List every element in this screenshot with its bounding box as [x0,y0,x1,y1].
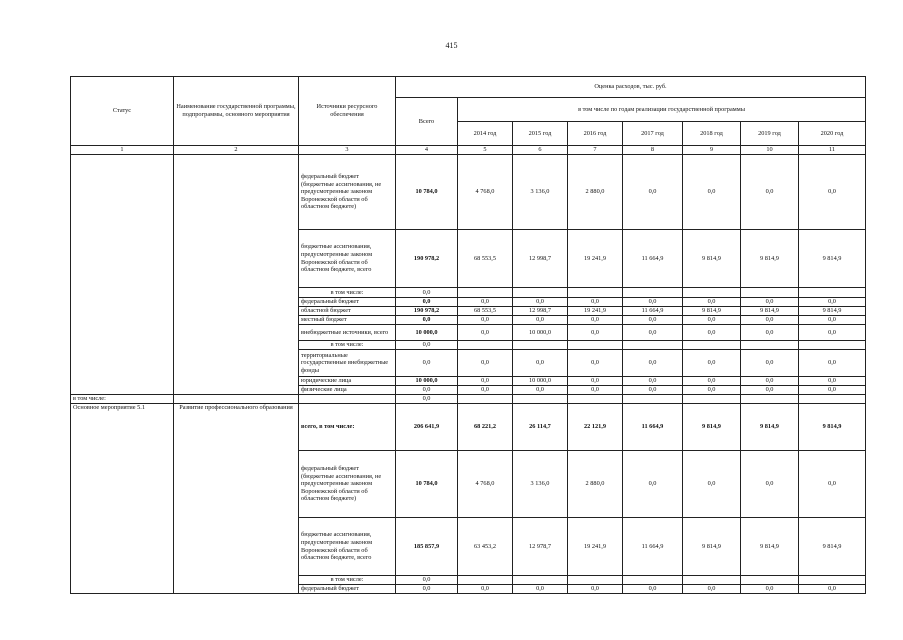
col-number: 9 [683,146,741,155]
year-value-cell [513,341,568,350]
year-value-cell [568,341,623,350]
source-cell: физические лица [299,386,396,395]
total-cell: 0,0 [396,576,458,585]
table-row [71,395,866,404]
header-total: Всего [396,98,458,146]
year-value-cell: 0,0 [683,350,741,377]
total-cell: 206 641,9 [396,404,458,451]
year-value-cell [741,341,799,350]
year-value-cell: 0,0 [568,316,623,325]
table-body [71,155,866,594]
col-number: 11 [799,146,866,155]
source-cell: в том числе: [299,288,396,298]
header-sources: Источники ресурсного обеспечения [299,77,396,146]
year-value-cell: 9 814,9 [799,518,866,576]
year-value-cell: 19 241,9 [568,230,623,288]
year-value-cell: 0,0 [799,325,866,341]
year-value-cell [683,576,741,585]
total-cell: 190 978,2 [396,230,458,288]
year-value-cell: 9 814,9 [741,230,799,288]
name-cell: Развитие профессионального образования [174,404,299,594]
source-cell [299,395,396,404]
year-value-cell: 11 664,9 [623,307,683,316]
source-cell: федеральный бюджет (бюджетные ассигнования, не предусмотренные законом Воронежской области об областном бюджете) [299,155,396,230]
year-value-cell: 0,0 [683,316,741,325]
name-cell [174,155,299,395]
year-value-cell: 3 136,0 [513,451,568,518]
year-value-cell [568,576,623,585]
year-value-cell: 0,0 [568,325,623,341]
status-cell [71,155,174,395]
col-number: 8 [623,146,683,155]
year-value-cell: 0,0 [741,298,799,307]
source-cell: федеральный бюджет [299,298,396,307]
year-value-cell: 9 814,9 [741,518,799,576]
total-cell: 0,0 [396,585,458,594]
year-value-cell: 0,0 [683,386,741,395]
total-cell: 0,0 [396,350,458,377]
col-number: 6 [513,146,568,155]
year-value-cell: 63 453,2 [458,518,513,576]
status-cell: в том числе: [71,395,174,404]
status-cell: Основное мероприятие 5.1 [71,404,174,594]
year-value-cell: 0,0 [741,585,799,594]
col-number: 10 [741,146,799,155]
col-number: 1 [71,146,174,155]
source-cell: бюджетные ассигнования, предусмотренные законом Воронежской области об областном бюджете, всего [299,230,396,288]
year-value-cell: 0,0 [741,155,799,230]
source-cell: всего, в том числе: [299,404,396,451]
total-cell: 0,0 [396,316,458,325]
year-value-cell: 0,0 [568,585,623,594]
total-cell: 0,0 [396,288,458,298]
year-value-cell: 10 000,0 [513,325,568,341]
year-value-cell [623,341,683,350]
year-value-cell [799,395,866,404]
year-value-cell: 9 814,9 [799,230,866,288]
year-value-cell: 9 814,9 [741,404,799,451]
year-value-cell: 0,0 [513,585,568,594]
year-value-cell: 0,0 [568,350,623,377]
year-value-cell: 0,0 [799,377,866,386]
page-number: 415 [445,41,458,50]
year-value-cell: 0,0 [741,377,799,386]
year-value-cell: 0,0 [568,377,623,386]
col-number: 4 [396,146,458,155]
source-cell: юридические лица [299,377,396,386]
total-cell: 0,0 [396,395,458,404]
year-value-cell [458,341,513,350]
year-value-cell: 9 814,9 [683,404,741,451]
year-value-cell: 9 814,9 [799,404,866,451]
header-year: 2018 год [683,122,741,146]
year-value-cell: 0,0 [623,325,683,341]
header-status: Статус [71,77,174,146]
year-value-cell [623,395,683,404]
year-value-cell: 0,0 [741,350,799,377]
source-cell: территориальные государственные внебюджетные фонды [299,350,396,377]
table-row [71,155,866,230]
year-value-cell: 0,0 [513,298,568,307]
year-value-cell: 0,0 [513,386,568,395]
year-value-cell: 0,0 [683,298,741,307]
year-value-cell: 0,0 [799,155,866,230]
year-value-cell [513,395,568,404]
year-value-cell: 3 136,0 [513,155,568,230]
year-value-cell: 0,0 [458,386,513,395]
source-cell: в том числе: [299,341,396,350]
source-cell: местный бюджет [299,316,396,325]
year-value-cell [799,341,866,350]
year-value-cell [741,576,799,585]
year-value-cell: 19 241,9 [568,307,623,316]
year-value-cell [513,288,568,298]
year-value-cell: 0,0 [799,386,866,395]
source-cell: бюджетные ассигнования, предусмотренные законом Воронежской области об областном бюджете, всего [299,518,396,576]
year-value-cell: 0,0 [741,316,799,325]
year-value-cell: 0,0 [623,377,683,386]
year-value-cell: 0,0 [513,350,568,377]
year-value-cell: 0,0 [741,325,799,341]
name-cell [174,395,299,404]
year-value-cell: 19 241,9 [568,518,623,576]
year-value-cell [568,395,623,404]
total-cell: 0,0 [396,298,458,307]
year-value-cell: 9 814,9 [799,307,866,316]
source-cell: федеральный бюджет [299,585,396,594]
header-year: 2017 год [623,122,683,146]
total-cell: 10 000,0 [396,325,458,341]
year-value-cell: 22 121,9 [568,404,623,451]
year-value-cell: 0,0 [683,377,741,386]
header-year: 2020 год [799,122,866,146]
year-value-cell: 0,0 [799,316,866,325]
year-value-cell: 11 664,9 [623,404,683,451]
year-value-cell [623,288,683,298]
budget-table [70,76,866,594]
year-value-cell: 0,0 [623,386,683,395]
year-value-cell: 0,0 [513,316,568,325]
year-value-cell: 9 814,9 [683,307,741,316]
source-cell: федеральный бюджет (бюджетные ассигнования, не предусмотренные законом Воронежской области об областном бюджете) [299,451,396,518]
source-cell: внебюджетные источники, всего [299,325,396,341]
year-value-cell: 0,0 [568,386,623,395]
total-cell: 10 784,0 [396,155,458,230]
year-value-cell: 9 814,9 [683,230,741,288]
total-cell: 0,0 [396,386,458,395]
total-cell: 10 000,0 [396,377,458,386]
year-value-cell: 4 768,0 [458,451,513,518]
year-value-cell: 0,0 [458,325,513,341]
year-value-cell: 68 221,2 [458,404,513,451]
year-value-cell: 26 114,7 [513,404,568,451]
year-value-cell: 0,0 [623,298,683,307]
col-number: 2 [174,146,299,155]
year-value-cell: 4 768,0 [458,155,513,230]
year-value-cell: 9 814,9 [683,518,741,576]
header-year: 2015 год [513,122,568,146]
year-value-cell: 0,0 [799,585,866,594]
year-value-cell: 0,0 [458,585,513,594]
year-value-cell: 2 880,0 [568,155,623,230]
header-year: 2016 год [568,122,623,146]
year-value-cell: 0,0 [799,298,866,307]
year-value-cell: 0,0 [683,585,741,594]
year-value-cell [799,288,866,298]
year-value-cell: 0,0 [623,155,683,230]
year-value-cell [741,288,799,298]
year-value-cell: 68 553,5 [458,307,513,316]
year-value-cell: 11 664,9 [623,518,683,576]
header-by-years: в том числе по годам реализации государственной программы [458,98,866,122]
year-value-cell: 0,0 [683,451,741,518]
year-value-cell: 0,0 [683,325,741,341]
total-cell: 185 857,9 [396,518,458,576]
year-value-cell: 0,0 [623,451,683,518]
col-number: 5 [458,146,513,155]
year-value-cell: 0,0 [741,451,799,518]
year-value-cell [568,288,623,298]
source-cell: в том числе: [299,576,396,585]
year-value-cell [683,395,741,404]
year-value-cell: 2 880,0 [568,451,623,518]
year-value-cell [683,288,741,298]
year-value-cell: 0,0 [799,350,866,377]
year-value-cell: 12 978,7 [513,518,568,576]
year-value-cell: 0,0 [458,350,513,377]
year-value-cell: 12 998,7 [513,230,568,288]
year-value-cell: 0,0 [623,350,683,377]
year-value-cell: 10 000,0 [513,377,568,386]
year-value-cell: 11 664,9 [623,230,683,288]
year-value-cell: 0,0 [623,585,683,594]
year-value-cell: 0,0 [458,298,513,307]
year-value-cell: 9 814,9 [741,307,799,316]
year-value-cell: 0,0 [623,316,683,325]
year-value-cell: 0,0 [458,316,513,325]
total-cell: 190 978,2 [396,307,458,316]
header-name: Наименование государственной программы, подпрограммы, основного мероприятия [174,77,299,146]
source-cell: областной бюджет [299,307,396,316]
year-value-cell: 0,0 [799,451,866,518]
total-cell: 0,0 [396,341,458,350]
header-year: 2019 год [741,122,799,146]
total-cell: 10 784,0 [396,451,458,518]
table-row [71,404,866,451]
col-number: 3 [299,146,396,155]
year-value-cell: 0,0 [741,386,799,395]
header-year: 2014 год [458,122,513,146]
year-value-cell: 0,0 [683,155,741,230]
header-estimate: Оценка расходов, тыс. руб. [396,77,866,98]
year-value-cell [513,576,568,585]
year-value-cell: 68 553,5 [458,230,513,288]
year-value-cell: 0,0 [568,298,623,307]
year-value-cell: 0,0 [458,377,513,386]
year-value-cell [799,576,866,585]
year-value-cell: 12 998,7 [513,307,568,316]
year-value-cell [623,576,683,585]
year-value-cell [683,341,741,350]
year-value-cell [458,288,513,298]
year-value-cell [458,395,513,404]
year-value-cell [741,395,799,404]
year-value-cell [458,576,513,585]
col-number: 7 [568,146,623,155]
